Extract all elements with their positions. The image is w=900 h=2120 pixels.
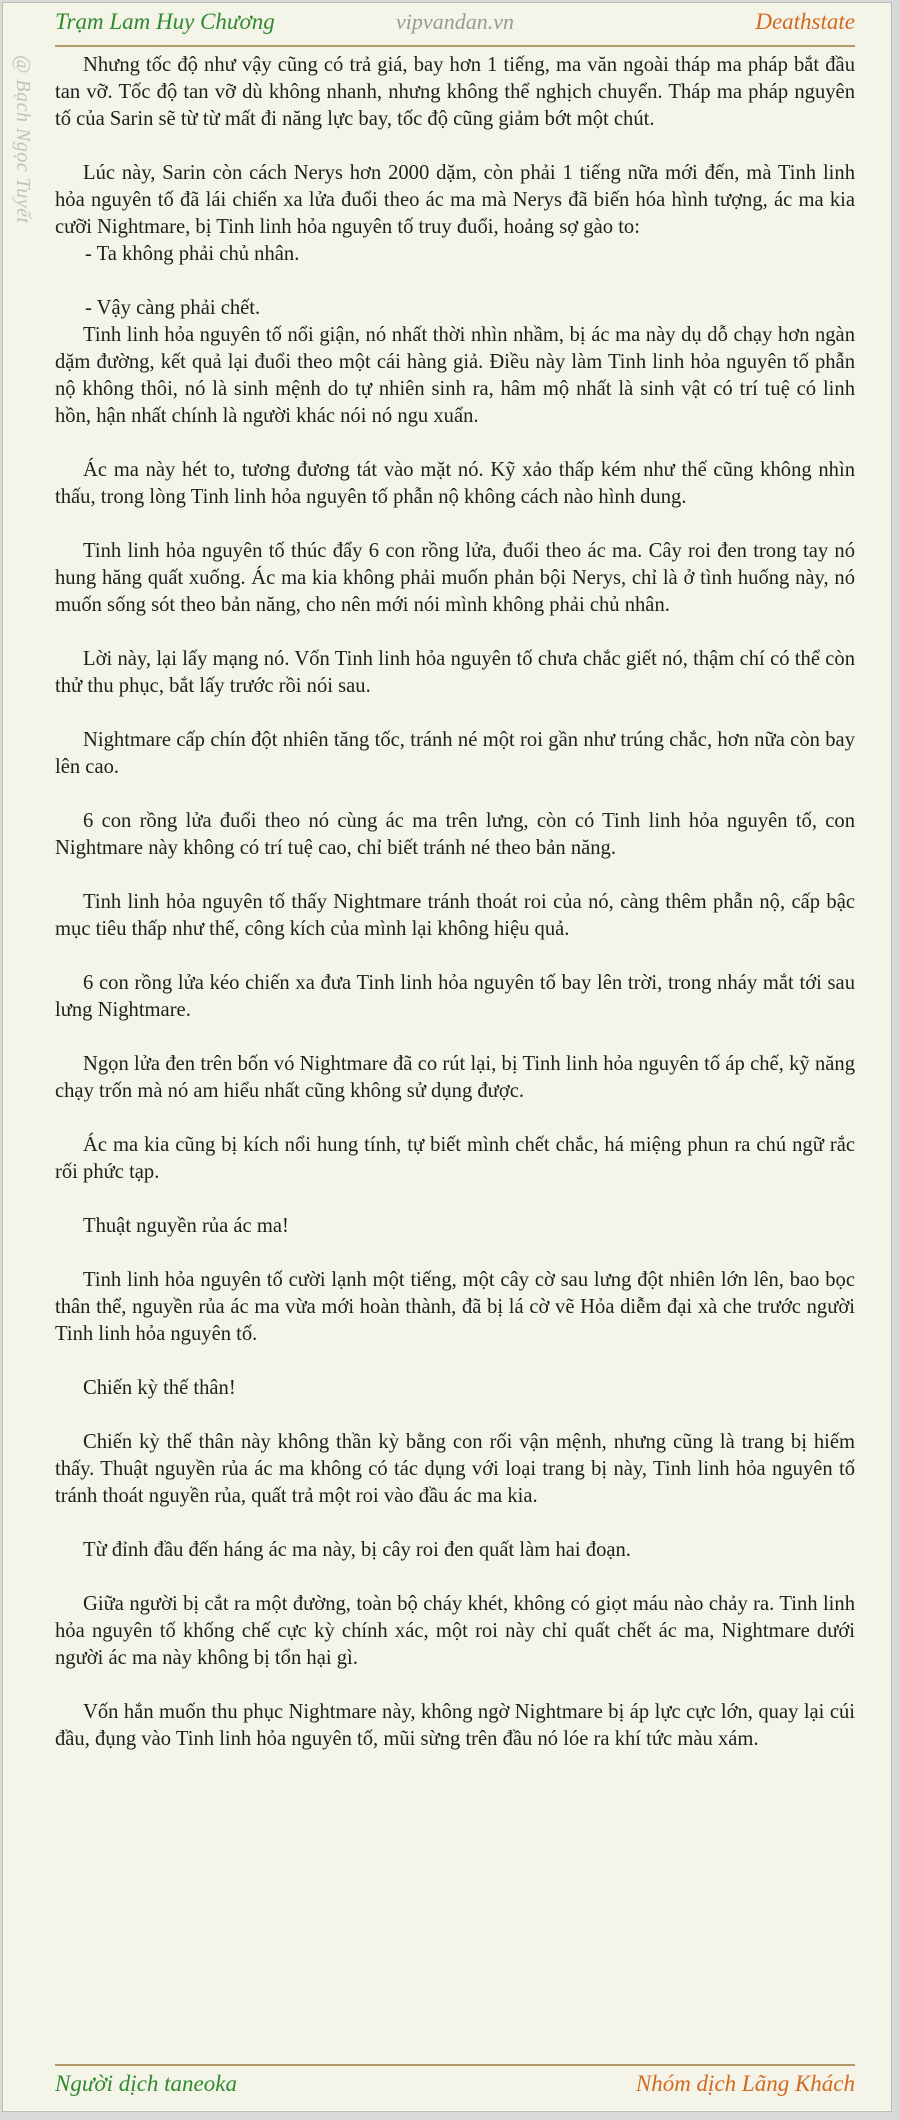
paragraph: Lúc này, Sarin còn cách Nerys hơn 2000 dặm, còn phải 1 tiếng nữa mới đến, mà Tinh linh hỏa nguyên tố đã lái chiến xa lửa đuổi theo ác ma mà Nerys đã biến hóa hình tượng, ác ma kia cưỡi Nightmare, bị Tinh linh hỏa nguyên tố truy đuổi, hoảng sợ gào to: xyxy=(55,162,855,238)
paragraph: Ác ma kia cũng bị kích nổi hung tính, tự biết mình chết chắc, há miệng phun ra chú ngữ rắc rối phức tạp. xyxy=(55,1134,855,1183)
header-right-title: Deathstate xyxy=(755,9,855,34)
header-site-name: vipvandan.vn xyxy=(396,9,514,34)
paragraph: Chiến kỳ thế thân! xyxy=(83,1377,236,1399)
paragraph: Từ đỉnh đầu đến háng ác ma này, bị cây roi đen quất làm hai đoạn. xyxy=(83,1539,631,1561)
header-divider xyxy=(55,45,855,47)
paragraph: Vốn hắn muốn thu phục Nightmare này, không ngờ Nightmare bị áp lực cực lớn, quay lại cúi đầu, đụng vào Tinh linh hỏa nguyên tố, mũi sừng trên đầu nó lóe ra khí tức màu xám. xyxy=(55,1701,855,1750)
paragraph: Tinh linh hỏa nguyên tố nổi giận, nó nhất thời nhìn nhầm, bị ác ma này dụ dỗ chạy hơn ngàn dặm đường, kết quả lại đuổi theo một cái hàng giả. Điều này làm Tinh linh hỏa nguyên tố phẫn nộ không thôi, nó là sinh mệnh do tự nhiên sinh ra, hâm mộ nhất là sinh vật có trí tuệ có linh hồn, hận nhất chính là người khác nói nó ngu xuẩn. xyxy=(55,324,855,427)
paragraph: Thuật nguyền rủa ác ma! xyxy=(83,1215,289,1237)
footer-group: Nhóm dịch Lãng Khách xyxy=(635,2071,855,2096)
paragraph: Lời này, lại lấy mạng nó. Vốn Tinh linh hỏa nguyên tố chưa chắc giết nó, thậm chí có thể còn thử thu phục, bắt lấy trước rồi nói sau. xyxy=(55,648,855,697)
paragraph: Ngọn lửa đen trên bốn vó Nightmare đã co rút lại, bị Tinh linh hỏa nguyên tố áp chế, kỹ năng chạy trốn mà nó am hiểu nhất cũng không sử dụng được. xyxy=(55,1053,855,1102)
paragraph: Giữa người bị cắt ra một đường, toàn bộ cháy khét, không có giọt máu nào chảy ra. Tinh linh hỏa nguyên tố khống chế cực kỳ chính xác, một roi này chỉ quất chết ác ma, Nightmare dưới người ác ma này không bị tổn hại gì. xyxy=(55,1593,855,1669)
paragraph: Tinh linh hỏa nguyên tố cười lạnh một tiếng, một cây cờ sau lưng đột nhiên lớn lên, bao bọc thân thể, nguyền rủa ác ma vừa mới hoàn thành, đã bị lá cờ vẽ Hỏa diễm đại xà che trước người Tinh linh hỏa nguyên tố. xyxy=(55,1269,855,1345)
paragraph: Ác ma này hét to, tương đương tát vào mặt nó. Kỹ xảo thấp kém như thế cũng không nhìn thấu, trong lòng Tinh linh hỏa nguyên tố phẫn nộ không cách nào hình dung. xyxy=(55,459,855,508)
header-left-title: Trạm Lam Huy Chương xyxy=(55,9,275,34)
footer-translator: Người dịch taneoka xyxy=(55,2071,237,2096)
paragraph: 6 con rồng lửa kéo chiến xa đưa Tinh linh hỏa nguyên tố bay lên trời, trong nháy mắt tới sau lưng Nightmare. xyxy=(55,972,855,1021)
dialogue-line: - Ta không phải chủ nhân. xyxy=(85,243,300,265)
paragraph: Nightmare cấp chín đột nhiên tăng tốc, tránh né một roi gần như trúng chắc, hơn nữa còn bay lên cao. xyxy=(55,729,855,778)
paragraph: Chiến kỳ thế thân này không thần kỳ bằng con rối vận mệnh, nhưng cũng là trang bị hiếm thấy. Thuật nguyền rủa ác ma không có tác dụng với loại trang bị này, Tinh linh hỏa nguyên tố tránh thoát nguyền rủa, quất trả một roi vào đầu ác ma kia. xyxy=(55,1431,855,1507)
chapter-text xyxy=(55,52,855,1780)
book-page xyxy=(2,2,892,2112)
paragraph: Nhưng tốc độ như vậy cũng có trả giá, bay hơn 1 tiếng, ma văn ngoài tháp ma pháp bắt đầu tan vỡ. Tốc độ tan vỡ dù không nhanh, nhưng không thể nghịch chuyển. Tháp ma pháp nguyên tố của Sarin sẽ từ từ mất đi năng lực bay, tốc độ cũng giảm bớt một chút. xyxy=(55,54,855,130)
paragraph: Tinh linh hỏa nguyên tố thúc đẩy 6 con rồng lửa, đuổi theo ác ma. Cây roi đen trong tay nó hung hăng quất xuống. Ác ma kia không phải muốn phản bội Nerys, chỉ là ở tình huống này, nó muốn sống sót theo bản năng, cho nên mới nói mình không phải chủ nhân. xyxy=(55,540,855,616)
footer-divider xyxy=(55,2064,855,2066)
dialogue-line: - Vậy càng phải chết. xyxy=(85,297,261,319)
paragraph: Tinh linh hỏa nguyên tố thấy Nightmare tránh thoát roi của nó, càng thêm phẫn nộ, cấp bậc mục tiêu thấp như thế, công kích của mình lại không hiệu quả. xyxy=(55,891,855,940)
paragraph: 6 con rồng lửa đuổi theo nó cùng ác ma trên lưng, còn có Tinh linh hỏa nguyên tố, con Nightmare này không có trí tuệ cao, chỉ biết tránh né theo bản năng. xyxy=(55,810,855,859)
side-watermark: @ Bạch Ngọc Tuyết xyxy=(12,55,34,224)
